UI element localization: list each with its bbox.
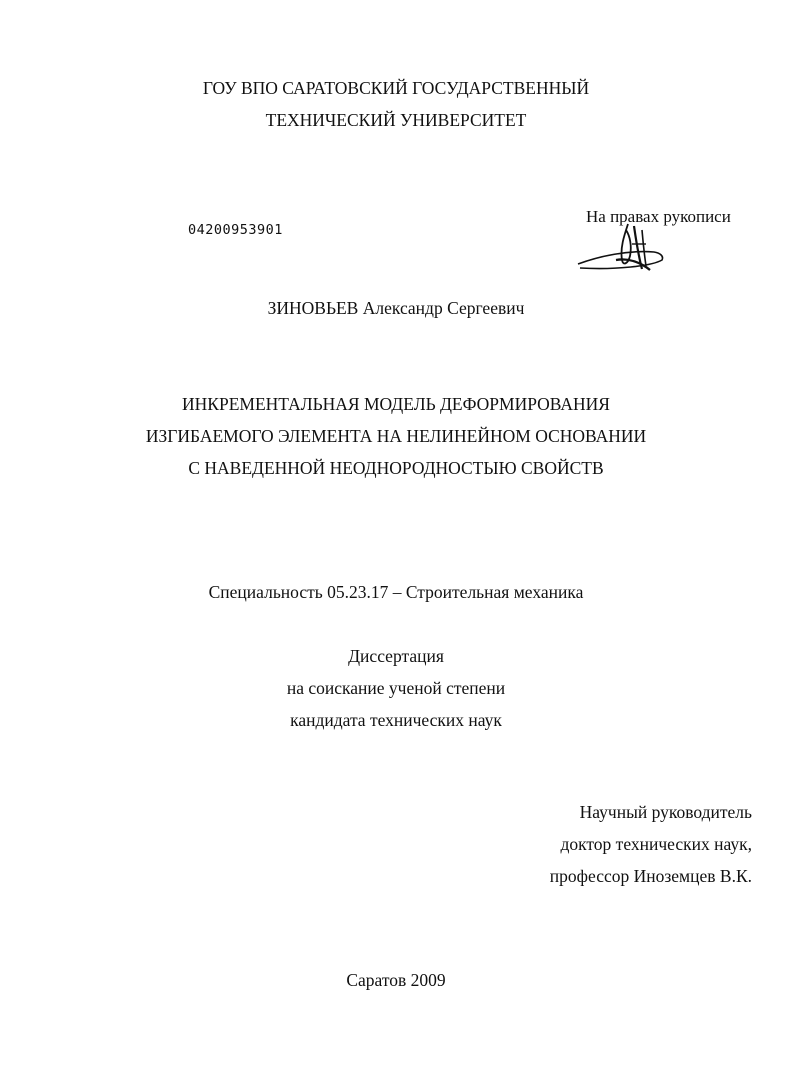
degree-line-3: кандидата технических наук xyxy=(290,710,502,730)
document-number: 04200953901 xyxy=(188,222,283,238)
dissertation-title-line-2: ИЗГИБАЕМОГО ЭЛЕМЕНТА НА НЕЛИНЕЙНОМ ОСНОВАНИИ xyxy=(145,426,647,446)
author-name: ЗИНОВЬЕВ Александр Сергеевич xyxy=(267,298,525,318)
specialty-line: Специальность 05.23.17 – Строительная механика xyxy=(208,582,584,602)
place-and-year: Саратов 2009 xyxy=(346,970,446,990)
supervisor-line-3: профессор Иноземцев В.К. xyxy=(549,866,752,886)
dissertation-title-line-3: С НАВЕДЕННОЙ НЕОДНОРОДНОСТЫЮ СВОЙСТВ xyxy=(188,458,604,478)
handwritten-signature xyxy=(572,214,682,284)
degree-line-1: Диссертация xyxy=(348,646,444,666)
institution-name-line-1: ГОУ ВПО САРАТОВСКИЙ ГОСУДАРСТВЕННЫЙ xyxy=(202,78,590,98)
institution-name-line-2: ТЕХНИЧЕСКИЙ УНИВЕРСИТЕТ xyxy=(265,110,527,130)
manuscript-rights-label: На правах рукописи xyxy=(586,207,731,226)
supervisor-line-2: доктор технических наук, xyxy=(560,834,752,854)
dissertation-title-line-1: ИНКРЕМЕНТАЛЬНАЯ МОДЕЛЬ ДЕФОРМИРОВАНИЯ xyxy=(182,394,610,414)
degree-line-2: на соискание ученой степени xyxy=(286,678,506,698)
supervisor-line-1: Научный руководитель xyxy=(579,802,752,822)
